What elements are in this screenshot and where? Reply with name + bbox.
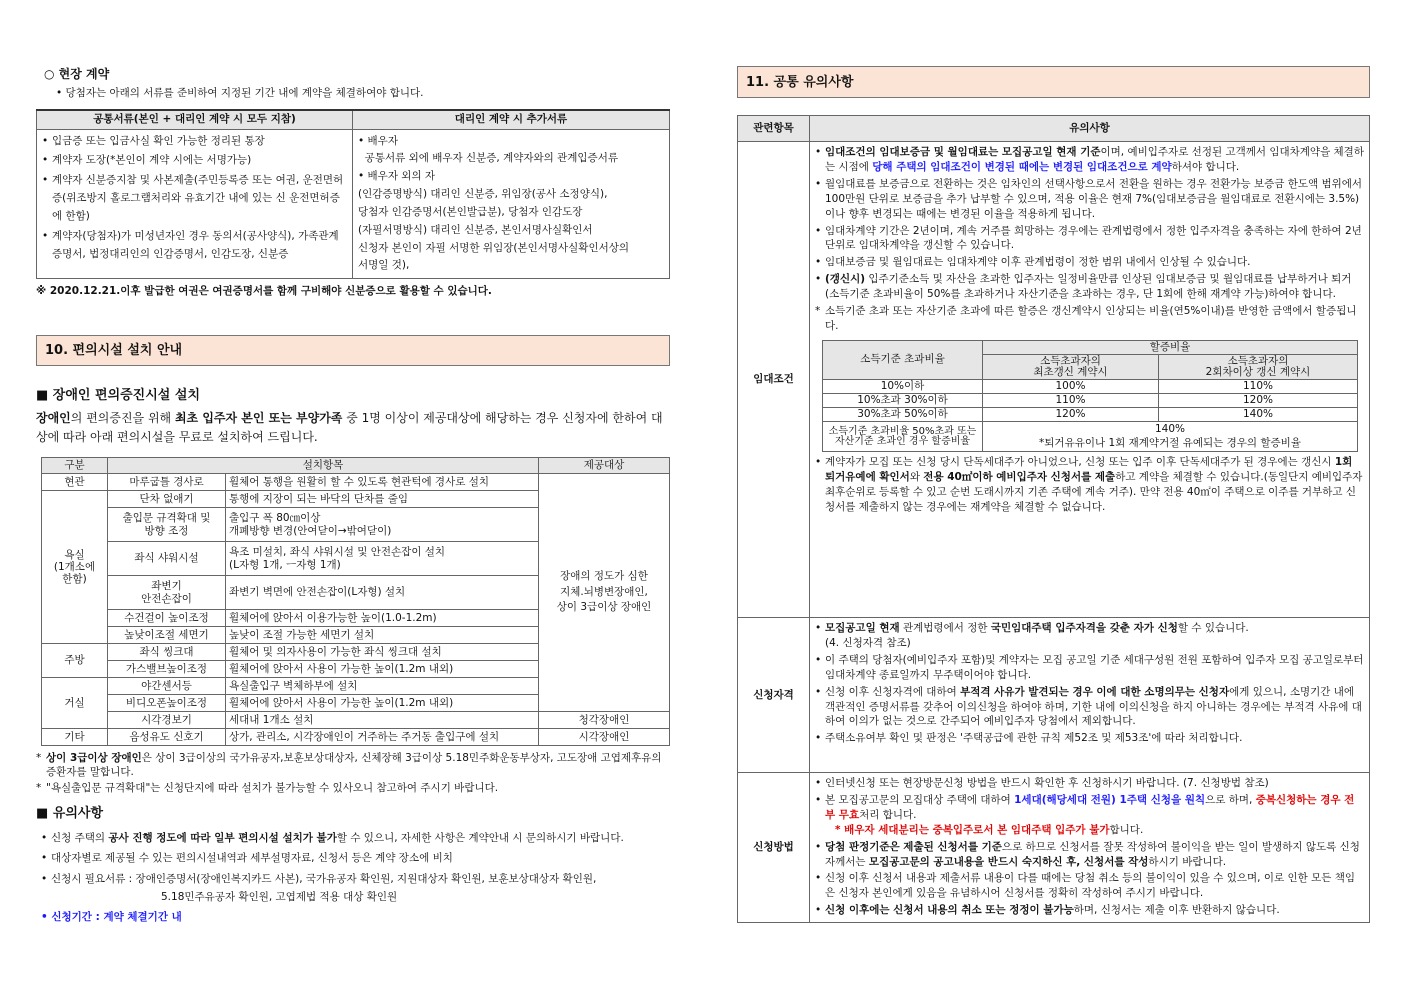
lease-item: • 임대보증금 및 월임대료는 임대차계약 이후 관계법령이 정한 범위 내에서 인상될 수 있습니다. [815, 255, 1364, 270]
method-item: • 인터넷신청 또는 현장방문신청 방법을 반드시 확인한 후 신청하시기 바랍니다. (7. 신청방법 참조) [815, 776, 1364, 791]
row-label-lease: 임대조건 [738, 142, 810, 618]
facility-desc: 휠체어 통행을 원활히 할 수 있도록 현관턱에 경사로 설치 [226, 474, 539, 491]
common-doc-item: • 계약자(당첨자)가 미성년자인 경우 동의서(공사양식), 가족관계증명서, 법정대리인의 인감증명서, 인감도장, 신분증 [42, 228, 347, 264]
proxy-docs-cell [353, 129, 670, 279]
common-doc-item: • 입금증 또는 입금사실 확인 가능한 정리된 통장 [42, 133, 347, 151]
qualification-item: • 주택소유여부 확인 및 판정은 '주택공급에 관한 규칙 제52조 및 제53조'에 따라 처리합니다. [815, 731, 1364, 746]
facility-desc: 욕조 미설치, 좌식 샤워시설 및 안전손잡이 설치 (L자형 1개, ㅡ자형 1개) [226, 542, 539, 576]
cat-entrance: 현관 [42, 474, 108, 491]
facility-desc: 휠체어에 앉아서 사용이 가능한 높이(1.2m 내외) [226, 695, 539, 712]
passport-note: ※ 2020.12.21.이후 발급한 여권은 여권증명서를 함께 구비해야 신분증으로 활용할 수 있습니다. [36, 285, 492, 297]
common-docs-header: 공통서류(본인 + 대리인 계약 시 모두 지참) [37, 110, 353, 129]
proxy-doc-line: 당첨자 인감증명서(본인발급분), 당첨자 인감도장 [358, 205, 583, 218]
surcharge-over50-value: 140% [1154, 422, 1186, 435]
th-surcharge-rate: 할증비율 [983, 340, 1358, 354]
surcharge-first: 110% [983, 393, 1159, 407]
facility-name: 야간센서등 [108, 678, 226, 695]
onsite-intro: • 당첨자는 아래의 서류를 준비하여 지정된 기간 내에 계약을 체결하여야 합니다. [56, 87, 424, 99]
proxy-doc-line: (인감증명방식) 대리인 신분증, 위임장(공사 소정양식), [358, 188, 608, 201]
notice-item: • 대상자별로 제공될 수 있는 편의시설내역과 세부설명자료, 신청서 등은 계약 장소에 비치 [41, 849, 670, 867]
facility-name: 가스밸브높이조정 [108, 661, 226, 678]
facility-desc: 높낮이 조절 가능한 세면기 설치 [226, 627, 539, 644]
facility-name: 좌식 샤워시설 [108, 542, 226, 576]
surcharge-first: 100% [983, 379, 1159, 393]
row-label-qualification: 신청자격 [738, 618, 810, 773]
onsite-title: ○ 현장 계약 [44, 67, 110, 81]
th-items: 설치항목 [108, 458, 539, 474]
method-item: • 당첨 판정기준은 제출된 신청서를 기준으로 하므로 신청서를 잘못 작성하여 불이익을 받는 일이 발생하지 않도록 신청자께서는 모집공고문의 공고내용을 반드시 숙지하신 후, 신청서를 작성하시기 바랍니다. [815, 840, 1364, 870]
th-income-ratio: 소득기준 초과비율 [823, 340, 983, 379]
facilities-table [41, 457, 670, 746]
facility-desc: 상가, 관리소, 시각장애인이 거주하는 주거동 출입구에 설치 [226, 729, 539, 746]
note-door-expansion: * "욕실출입문 규격확대"는 신청단지에 따라 설치가 불가능할 수 있사오니 참고하여 주시기 바랍니다. [36, 781, 670, 796]
common-docs-cell [37, 129, 353, 279]
lease-item: • (갱신시) 입주기준소득 및 자산을 초과한 입주자는 일정비율만큼 인상된 임대보증금 및 월임대료를 납부하거나 퇴거(소득기준 초과비율이 50%를 초과하거나 자산기준을 초과하는 경우, 단 1회에 한해 재계약 가능)하여야 합니다. [815, 272, 1364, 302]
surcharge-ratio: 10%초과 30%이하 [823, 393, 983, 407]
qualification-item: • 이 주택의 당첨자(예비입주자 포함)및 계약자는 모집 공고일 기준 세대구성원 전원 포함하여 입주자 모집 공고일로부터 임대차계약 종료일까지 무주택이어야 합니다. [815, 653, 1364, 683]
target-visual: 시각장애인 [539, 729, 670, 746]
method-cell [810, 773, 1370, 923]
cat-bathroom: 욕실 (1개소에 한함) [42, 491, 108, 644]
target-severe: 장애의 정도가 심한 지체.뇌병변장애인, 상이 3급이상 장애인 [539, 474, 670, 712]
surcharge-ratio: 30%초과 50%이하 [823, 407, 983, 421]
lease-item: • 월임대료를 보증금으로 전환하는 것은 임차인의 선택사항으로서 전환을 원하는 경우 전환가능 보증금 한도액 범위에서 100만원 단위로 보증금을 추가 납부할 수 있으며, 적용 이율은 현재 7%(임대보증금을 월임대료로 전환시에는 3.5%)이나 향후 변경되는 때에는 변경된 이율을 적용하게 됩니다. [815, 177, 1364, 222]
th-first-renewal: 소득초과자의 최초갱신 계약시 [983, 354, 1159, 379]
method-item: • 본 모집공고문의 모집대상 주택에 대하여 1세대(해당세대 전원) 1주택 신청을 원칙으로 하며, 중복신청하는 경우 전부 무효처리 합니다. * 배우자 세대분리는 중복입주로서 본 임대주택 입주가 불가합니다. [815, 793, 1364, 838]
section10-title: 10. 편의시설 설치 안내 [36, 335, 670, 366]
note-disabled-definition: * 상이 3급이상 장애인은 상이 3급이상의 국가유공자,보훈보상대상자, 신체장해 3급이상 5.18민주화운동부상자, 고도장애 고엽제후유의증환자를 말합니다. [36, 752, 670, 779]
proxy-docs-header: 대리인 계약 시 추가서류 [353, 110, 670, 129]
th-notes: 유의사항 [810, 116, 1370, 142]
facility-name: 좌변기 안전손잡이 [108, 576, 226, 610]
facility-name: 높낮이조절 세면기 [108, 627, 226, 644]
proxy-doc-line: • 배우자 외의 자 [358, 170, 436, 183]
facility-name: 좌식 씽크대 [108, 644, 226, 661]
method-item: • 신청 이후에는 신청서 내용의 취소 또는 정정이 불가능하며, 신청서는 제출 이후 반환하지 않습니다. [815, 903, 1364, 918]
documents-table [36, 109, 670, 279]
row-label-method: 신청방법 [738, 773, 810, 923]
cat-kitchen: 주방 [42, 644, 108, 678]
surcharge-second: 110% [1159, 379, 1358, 393]
common-notices-table [737, 115, 1370, 923]
notice-item: • 신청시 필요서류 : 장애인증명서(장애인복지카드 사본), 국가유공자 확인원, 지원대상자 확인원, 보훈보상대상자 확인원, 5.18민주유공자 확인원, 고엽제법 적용 대상 확인원 [41, 870, 670, 907]
th-related-item: 관련항목 [738, 116, 810, 142]
facility-name: 수건걸이 높이조정 [108, 610, 226, 627]
notices-subtitle: ■ 유의사항 [36, 806, 104, 821]
facility-desc: 좌변기 벽면에 안전손잡이(L자형) 설치 [226, 576, 539, 610]
surcharge-over50-cell [983, 421, 1358, 451]
method-item: • 신청 이후 신청서 내용과 제출서류 내용이 다를 때에는 당첨 취소 등의 불이익이 있을 수 있으며, 이로 인한 모든 책임은 신청자 본인에게 있음을 유념하시어 신청서를 정확히 작성하여 주시기 바랍니다. [815, 871, 1364, 901]
facilities-intro: 장애인의 편의증진을 위해 최초 입주자 본인 또는 부양가족 중 1명 이상이 제공대상에 해당하는 경우 신청자에 한하여 대상에 따라 아래 편의시설을 무료로 설치하여 드립니다. [36, 411, 663, 445]
cat-living: 거실 [42, 678, 108, 729]
facility-name: 비디오폰높이조정 [108, 695, 226, 712]
facility-desc: 휠체어에 앉아서 사용이 가능한 높이(1.2m 내외) [226, 661, 539, 678]
facility-desc: 욕실출입구 벽체하부에 설치 [226, 678, 539, 695]
proxy-doc-line: (자필서명방식) 대리인 신분증, 본인서명사실확인서 [358, 223, 593, 236]
cat-etc: 기타 [42, 729, 108, 746]
section11-title: 11. 공통 유의사항 [737, 66, 1370, 98]
surcharge-second: 120% [1159, 393, 1358, 407]
notice-item: • 신청 주택의 공사 진행 정도에 따라 일부 편의시설 설치가 불가할 수 있으니, 자세한 사항은 계약안내 시 문의하시기 바랍니다. [41, 829, 670, 847]
lease-cell [810, 142, 1370, 618]
facility-name: 시각경보기 [108, 712, 226, 729]
qualification-cell [810, 618, 1370, 773]
surcharge-table [822, 340, 1358, 452]
facility-name: 음성유도 신호기 [108, 729, 226, 746]
facility-desc: 출입구 폭 80㎝이상 개폐방향 변경(안여닫이→밖여닫이) [226, 508, 539, 542]
facility-desc: 휠체어에 앉아서 이용가능한 높이(1.0-1.2m) [226, 610, 539, 627]
application-period: • 신청기간 : 계약 체결기간 내 [41, 911, 182, 923]
surcharge-note: * 소득기준 초과 또는 자산기준 초과에 따른 할증은 갱신계약시 인상되는 비율(연5%이내)를 반영한 금액에서 할증됩니다. [815, 304, 1364, 334]
surcharge-over50-note: *퇴거유유이나 1회 재계약거절 유예되는 경우의 할증비율 [1039, 436, 1301, 449]
facility-desc: 휠체어 및 의자사용이 가능한 좌식 씽크대 설치 [226, 644, 539, 661]
lease-item: • 계약자가 모집 또는 신청 당시 단독세대주가 아니었으나, 신청 또는 입주 이후 단독세대주가 된 경우에는 갱신시 1회 퇴거유예에 확인서와 전용 40㎡이하 예비입주자 신청서를 제출하고 계약을 체결할 수 있습니다.(동일단지 예비입주자 최후순위로 등록할 수 있고 순번 도래시까지 기존 주택에 계속 거주). 만약 전용 40㎡이 주택으로 이주를 거부하고 신청서를 제출하지 않는 경우에는 재계약을 체결할 수 없습니다. [815, 455, 1364, 515]
surcharge-ratio: 10%이하 [823, 379, 983, 393]
facility-name: 마루굽틀 경사로 [108, 474, 226, 491]
qualification-item: • 모집공고일 현재 관계법령에서 정한 국민임대주택 입주자격을 갖춘 자가 신청할 수 있습니다. (4. 신청자격 참조) [815, 621, 1364, 651]
notices-list [41, 829, 670, 909]
proxy-doc-line: 공통서류 외에 배우자 신분증, 계약자와의 관계입증서류 [358, 152, 618, 165]
surcharge-second: 140% [1159, 407, 1358, 421]
lease-item: • 임대조건의 임대보증금 및 월임대료는 모집공고일 현재 기준이며, 예비입주자로 선정된 고객께서 임대차계약을 체결하는 시점에 당해 주택의 임대조건이 변경된 때에는 변경된 임대조건으로 계약하셔야 합니다. [815, 145, 1364, 175]
common-doc-item: • 계약자 도장(*본인이 계약 시에는 서명가능) [42, 152, 347, 170]
proxy-doc-line: • 배우자 [358, 134, 398, 147]
facility-name: 출입문 규격확대 및 방향 조정 [108, 508, 226, 542]
surcharge-first: 120% [983, 407, 1159, 421]
facility-desc: 통행에 지장이 되는 바닥의 단차를 줄임 [226, 491, 539, 508]
common-doc-item: • 계약자 신분증지참 및 사본제출(주민등록증 또는 여권, 운전면허증(위조방지 홀로그램처리와 유효기간 내에 있는 신 운전면허증에 한함) [42, 172, 347, 226]
facility-name: 단차 없애기 [108, 491, 226, 508]
facilities-subtitle: ■ 장애인 편의증진시설 설치 [36, 388, 200, 403]
proxy-doc-line: 서명일 것), [358, 259, 410, 272]
th-target: 제공대상 [539, 458, 670, 474]
target-hearing: 청각장애인 [539, 712, 670, 729]
surcharge-ratio-over50: 소득기준 초과비율 50%초과 또는 자산기준 초과인 경우 할증비율 [823, 421, 983, 451]
th-second-renewal: 소득초과자의 2회차이상 갱신 계약시 [1159, 354, 1358, 379]
proxy-doc-line: 신청자 본인이 자필 서명한 위임장(본인서명사실확인서상의 [358, 241, 630, 254]
lease-item: • 임대차계약 기간은 2년이며, 계속 거주를 희망하는 경우에는 관계법령에서 정한 입주자격을 충족하는 자에 한하여 2년 단위로 임대차계약을 갱신할 수 있습니다. [815, 224, 1364, 254]
th-category: 구분 [42, 458, 108, 474]
facility-desc: 세대내 1개소 설치 [226, 712, 539, 729]
qualification-item: • 신청 이후 신청자격에 대하여 부적격 사유가 발견되는 경우 이에 대한 소명의무는 신청자에게 있으니, 소명기간 내에 객관적인 증명서류를 갖추어 이의신청을 하여야 하며, 기한 내에 이의신청을 하지 아니하는 경우에는 부적격 사유에 대하여 이의가 없는 것으로 간주되어 예비입주자 당첨에서 제외합니다. [815, 685, 1364, 730]
